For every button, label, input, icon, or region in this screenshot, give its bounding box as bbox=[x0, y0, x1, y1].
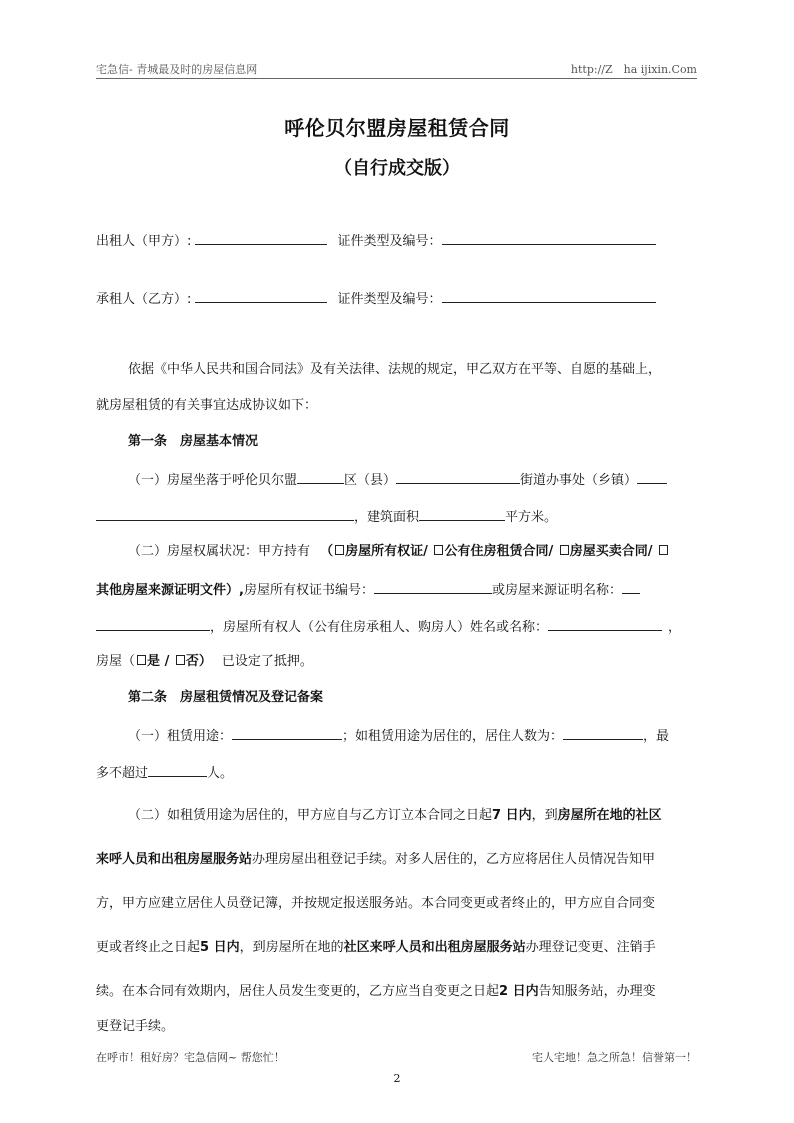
cert-number-blank[interactable] bbox=[374, 580, 492, 594]
article2-p2-line6: 更登记手续。 bbox=[96, 1019, 175, 1034]
ownership-prefix: （二）房屋权属状况：甲方持有 bbox=[128, 544, 311, 559]
residents-label: ；如租赁用途为居住的，居住人数为： bbox=[342, 729, 564, 744]
max-residents-blank[interactable] bbox=[148, 763, 207, 777]
residents-suffix: ，最 bbox=[643, 729, 670, 744]
article2-p2-line5 bbox=[96, 983, 656, 1001]
article2-p1-line1 bbox=[128, 726, 669, 746]
max-residents-label: 多不超过 bbox=[96, 766, 149, 781]
source-name-label: 或房屋来源证明名称： bbox=[491, 583, 622, 598]
article1-p2-line3 bbox=[96, 617, 681, 637]
usage-blank[interactable] bbox=[232, 726, 342, 740]
article1-p2-line4 bbox=[96, 653, 313, 671]
contract-subtitle: （自行成交版） bbox=[334, 158, 460, 179]
deadline-7-days: 7 日内 bbox=[492, 808, 532, 823]
township-blank[interactable] bbox=[637, 470, 667, 484]
owner-name-blank[interactable] bbox=[548, 617, 662, 631]
option-other-source: 其他房屋来源证明文件）, bbox=[96, 583, 244, 598]
ownership-open-paren: （ bbox=[320, 544, 334, 559]
street-office-label: 街道办事处（乡镇） bbox=[520, 473, 638, 488]
option-mortgage-yes: 是 bbox=[147, 654, 161, 669]
option-public-lease: 公有住房租赁合同/ bbox=[444, 544, 554, 559]
contract-title: 呼伦贝尔盟房屋租赁合同 bbox=[284, 116, 510, 140]
lessee-name-blank[interactable] bbox=[195, 289, 327, 303]
lessor-line bbox=[96, 231, 656, 251]
article1-p1-line2 bbox=[96, 507, 557, 527]
address-blank[interactable] bbox=[96, 507, 354, 521]
lessor-id-label: 证件类型及编号： bbox=[337, 234, 442, 249]
mortgage-prefix: 房屋（ bbox=[96, 654, 136, 669]
article2-p2-line1 bbox=[128, 807, 662, 825]
lessor-label: 出租人（甲方）: bbox=[96, 234, 192, 249]
bold-service-station-2: 来呼人员和出租房屋服务站 bbox=[96, 852, 253, 867]
lessee-id-label: 证件类型及编号： bbox=[337, 292, 442, 307]
deadline-2-days: 2 日内 bbox=[499, 984, 539, 999]
text-segment: 办理登记变更、注销手 bbox=[525, 940, 656, 955]
header-divider bbox=[96, 78, 697, 79]
text-segment: 办理房屋出租登记手续。对多人居住的，乙方应将居住人员情况告知甲 bbox=[252, 852, 656, 867]
article2-p2-line2 bbox=[96, 851, 655, 869]
article1-heading: 第一条 房屋基本情况 bbox=[128, 434, 259, 449]
text-segment: 告知服务站，办理变 bbox=[538, 984, 656, 999]
text-segment: ，到 bbox=[531, 808, 558, 823]
article1-p2-line1 bbox=[128, 543, 669, 561]
checkbox-mortgage-no[interactable] bbox=[176, 655, 185, 665]
option-mortgage-no: 否） bbox=[185, 654, 212, 669]
text-segment: ，到房屋所在地的 bbox=[239, 940, 344, 955]
usage-label: （一）租赁用途： bbox=[128, 729, 233, 744]
mortgage-suffix: 已设定了抵押。 bbox=[221, 654, 313, 669]
owner-comma: ， bbox=[668, 620, 682, 635]
article2-p2-line4 bbox=[96, 939, 656, 957]
article1-p2-line2 bbox=[96, 580, 640, 600]
residents-blank[interactable] bbox=[563, 726, 643, 740]
checkbox-public-lease[interactable] bbox=[434, 545, 443, 555]
owner-name-label: ，房屋所有权人（公有住房承租人、购房人）姓名或名称： bbox=[210, 620, 549, 635]
article2-p2-line3: 方，甲方应建立居住人员登记簿，并按规定报送服务站。本合同变更或者终止的，甲方应自合同变 bbox=[96, 896, 656, 911]
option-purchase-contract: 房屋买卖合同/ bbox=[569, 544, 653, 559]
page-number: 2 bbox=[393, 1072, 401, 1085]
location-prefix: （一）房屋坐落于呼伦贝尔盟 bbox=[128, 473, 298, 488]
checkbox-mortgage-yes[interactable] bbox=[137, 655, 146, 665]
lessor-name-blank[interactable] bbox=[195, 231, 327, 245]
area-label: ，建筑面积 bbox=[354, 510, 420, 525]
checkbox-purchase-contract[interactable] bbox=[560, 545, 569, 555]
lessee-line bbox=[96, 289, 656, 309]
district-label: 区（县） bbox=[344, 473, 397, 488]
cert-number-label: 房屋所有权证书编号： bbox=[243, 583, 374, 598]
lessee-label: 承租人（乙方）: bbox=[96, 292, 192, 307]
option-separator: / bbox=[164, 654, 170, 669]
bold-service-station-1: 房屋所在地的社区 bbox=[557, 808, 662, 823]
intro-line-1: 依据《中华人民共和国合同法》及有关法律、法规的规定，甲乙双方在平等、自愿的基础上， bbox=[128, 362, 662, 377]
text-segment: （二）如租赁用途为居住的，甲方应自与乙方订立本合同之日起 bbox=[128, 808, 493, 823]
option-ownership-cert: 房屋所有权证/ bbox=[345, 544, 428, 559]
deadline-5-days: 5 日内 bbox=[200, 940, 240, 955]
area-blank[interactable] bbox=[419, 507, 505, 521]
article2-p1-line2 bbox=[96, 763, 233, 783]
source-name-blank-1[interactable] bbox=[622, 580, 640, 594]
article2-heading: 第二条 房屋租赁情况及登记备案 bbox=[128, 690, 324, 705]
bold-service-station-3: 社区来呼人员和出租房屋服务站 bbox=[343, 940, 526, 955]
checkbox-ownership-cert[interactable] bbox=[335, 545, 344, 555]
source-name-blank-2[interactable] bbox=[96, 617, 210, 631]
area-unit: 平方米。 bbox=[505, 510, 558, 525]
article1-p1-line1 bbox=[128, 470, 667, 490]
footer-right-slogan: 宅人宅地！急之所急！信誉第一！ bbox=[532, 1051, 697, 1064]
district-blank[interactable] bbox=[297, 470, 344, 484]
header-site-name: 宅急信- 青城最及时的房屋信息网 bbox=[96, 63, 258, 76]
header-url: http://Z ha ijixin.Com bbox=[570, 63, 697, 76]
text-segment: 更或者终止之日起 bbox=[96, 940, 201, 955]
street-blank[interactable] bbox=[396, 470, 520, 484]
lessee-id-blank[interactable] bbox=[442, 289, 656, 303]
intro-line-2: 就房屋租赁的有关事宜达成协议如下： bbox=[96, 398, 318, 413]
lessor-id-blank[interactable] bbox=[442, 231, 656, 245]
max-residents-unit: 人。 bbox=[207, 766, 234, 781]
text-segment: 续。在本合同有效期内，居住人员发生变更的，乙方应当自变更之日起 bbox=[96, 984, 500, 999]
footer-left-slogan: 在呼市！租好房？宅急信网~ 帮您忙！ bbox=[96, 1051, 285, 1064]
checkbox-other-source[interactable] bbox=[659, 545, 668, 555]
